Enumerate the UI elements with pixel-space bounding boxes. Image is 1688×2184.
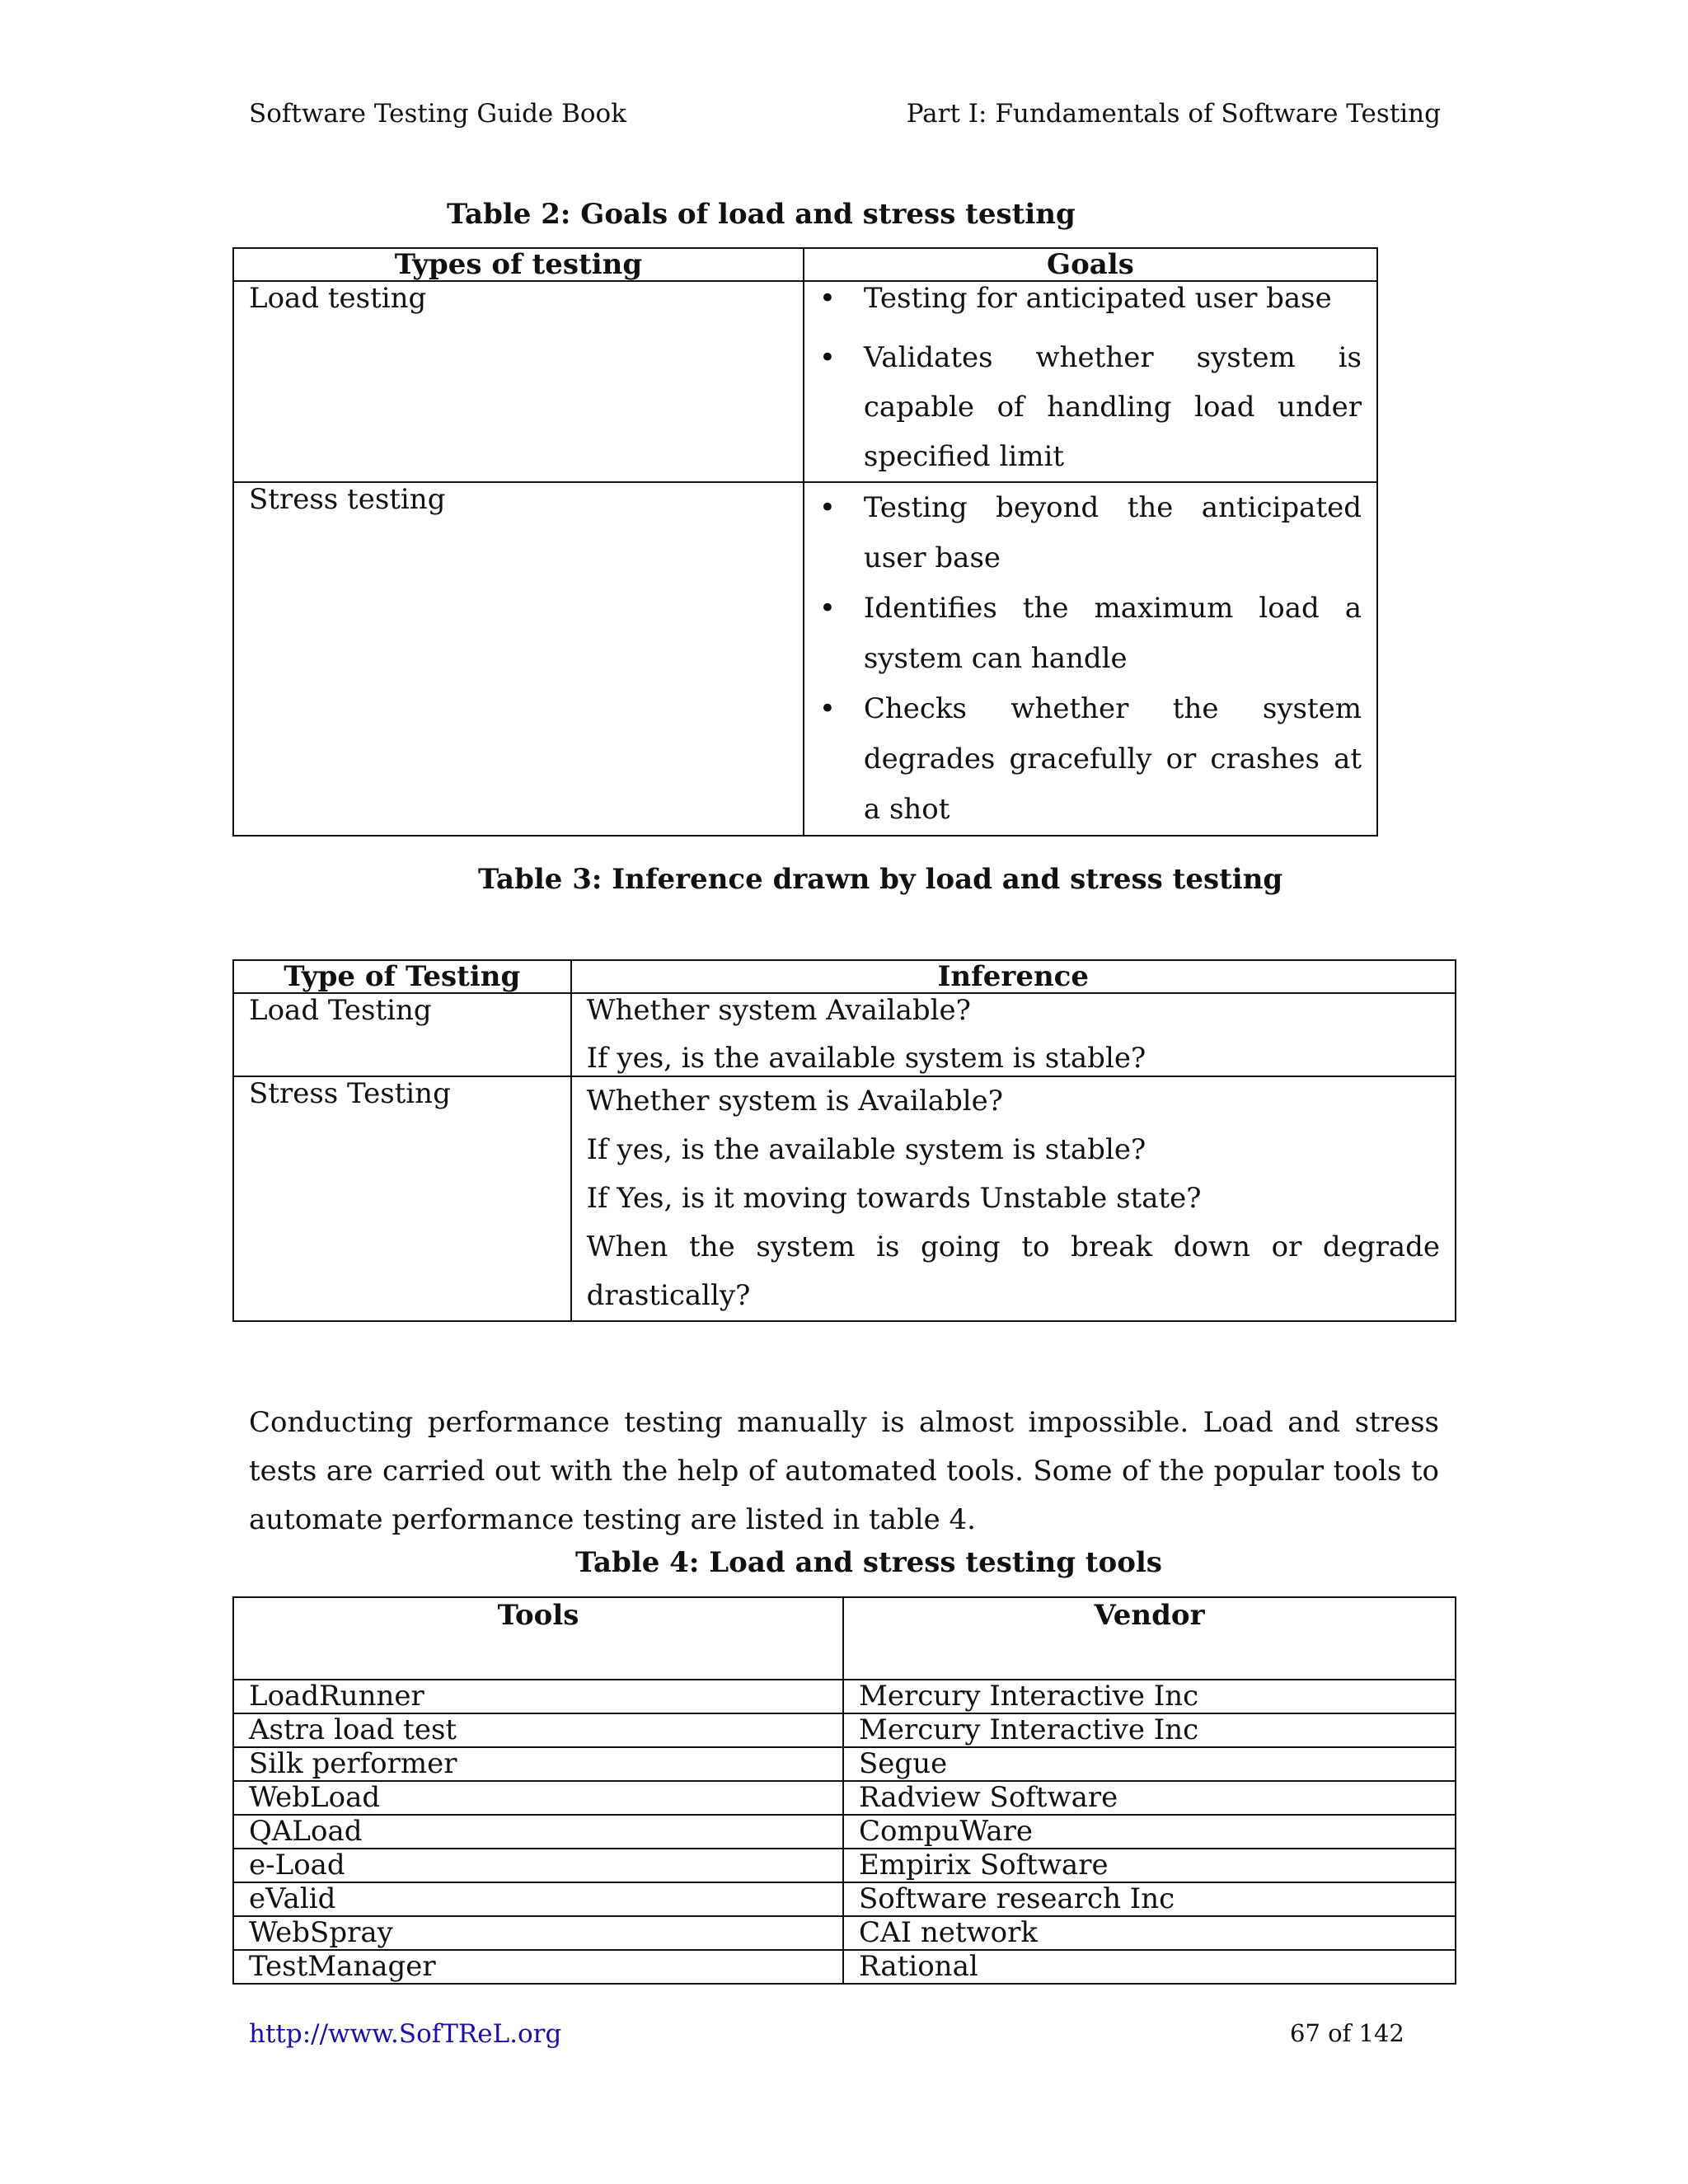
vendor-cell: Rational [843, 1950, 1456, 1984]
table-row [233, 1849, 1456, 1882]
inference-line: Whether system Available? [586, 994, 971, 1027]
vendor-cell: Radview Software [843, 1781, 1456, 1815]
table-header-row [233, 1597, 1456, 1680]
running-header-left: Software Testing Guide Book [249, 99, 627, 129]
table4-caption: Table 4: Load and stress testing tools [575, 1546, 1162, 1579]
column-header: Inference [571, 960, 1456, 993]
table-row [233, 1747, 1456, 1781]
inference-line: If yes, is the available system is stable? [586, 1042, 1146, 1075]
column-header: Type of Testing [233, 960, 571, 993]
inference-line: If yes, is the available system is stable? [586, 1133, 1146, 1166]
column-header: Goals [804, 248, 1377, 281]
vendor-cell: CAI network [843, 1916, 1456, 1950]
table2 [232, 247, 1378, 837]
page-number: 67 of 142 [1290, 2019, 1404, 2047]
table-row [233, 993, 1456, 1076]
table-row [233, 1882, 1456, 1916]
tool-name-cell: Silk performer [233, 1747, 843, 1781]
inference-line: Whether system is Available? [586, 1085, 1003, 1118]
tool-name-cell: e-Load [233, 1849, 843, 1882]
column-header: Vendor [843, 1597, 1456, 1680]
table-header-row [233, 960, 1456, 993]
vendor-cell: Software research Inc [843, 1882, 1456, 1916]
table-row [233, 1713, 1456, 1747]
vendor-cell: Segue [843, 1747, 1456, 1781]
table-row [233, 482, 1377, 836]
table-cell [804, 281, 1377, 482]
tool-name-cell: WebSpray [233, 1916, 843, 1950]
table3-caption: Table 3: Inference drawn by load and stress testing [478, 863, 1283, 896]
table-row [233, 1781, 1456, 1815]
tool-name-cell: QALoad [233, 1815, 843, 1849]
table-cell [571, 1076, 1456, 1321]
column-header: Tools [233, 1597, 843, 1680]
list-item: • Identifies the maximum load a system can handle [864, 583, 1362, 684]
table-header-row [233, 248, 1377, 281]
table-row [233, 1815, 1456, 1849]
table3 [232, 959, 1456, 1322]
table-cell: Stress testing [233, 482, 804, 836]
column-header: Types of testing [233, 248, 804, 281]
list-item: • Validates whether system is capable of handling load under specified limit [864, 333, 1362, 481]
table-row [233, 1950, 1456, 1984]
inference-line: When the system is going to break down or degrade drastically? [586, 1230, 1440, 1312]
table-cell: Stress Testing [233, 1076, 571, 1321]
table-row [233, 1680, 1456, 1713]
list-item: • Checks whether the system degrades gracefully or crashes at a shot [864, 684, 1362, 835]
table-cell [804, 482, 1377, 836]
table-cell: Load Testing [233, 993, 571, 1076]
goals-list [864, 483, 1362, 835]
running-header-right: Part I: Fundamentals of Software Testing [906, 99, 1441, 129]
list-item: • Testing for anticipated user base [864, 282, 1362, 315]
tool-name-cell: LoadRunner [233, 1680, 843, 1713]
table-cell [571, 993, 1456, 1076]
tool-name-cell: TestManager [233, 1950, 843, 1984]
vendor-cell: Empirix Software [843, 1849, 1456, 1882]
tool-name-cell: WebLoad [233, 1781, 843, 1815]
tool-name-cell: eValid [233, 1882, 843, 1916]
vendor-cell: Mercury Interactive Inc [843, 1680, 1456, 1713]
table2-caption: Table 2: Goals of load and stress testing [447, 198, 1076, 231]
table4 [232, 1596, 1456, 1985]
tool-name-cell: Astra load test [233, 1713, 843, 1747]
footer-link[interactable]: http://www.SofTReL.org [249, 2019, 562, 2049]
table-row [233, 1916, 1456, 1950]
inference-line: If Yes, is it moving towards Unstable state? [586, 1182, 1202, 1215]
vendor-cell: CompuWare [843, 1815, 1456, 1849]
table-cell: Load testing [233, 281, 804, 482]
list-item: • Testing beyond the anticipated user base [864, 483, 1362, 583]
table-row [233, 1076, 1456, 1321]
table-row [233, 281, 1377, 482]
vendor-cell: Mercury Interactive Inc [843, 1713, 1456, 1747]
goals-list [864, 282, 1362, 481]
body-paragraph: Conducting performance testing manually is almost impossible. Load and stress tests are carried out with the help of automated tools. Some of the popular tools to automate performance testing are listed in table 4. [249, 1406, 1439, 1536]
